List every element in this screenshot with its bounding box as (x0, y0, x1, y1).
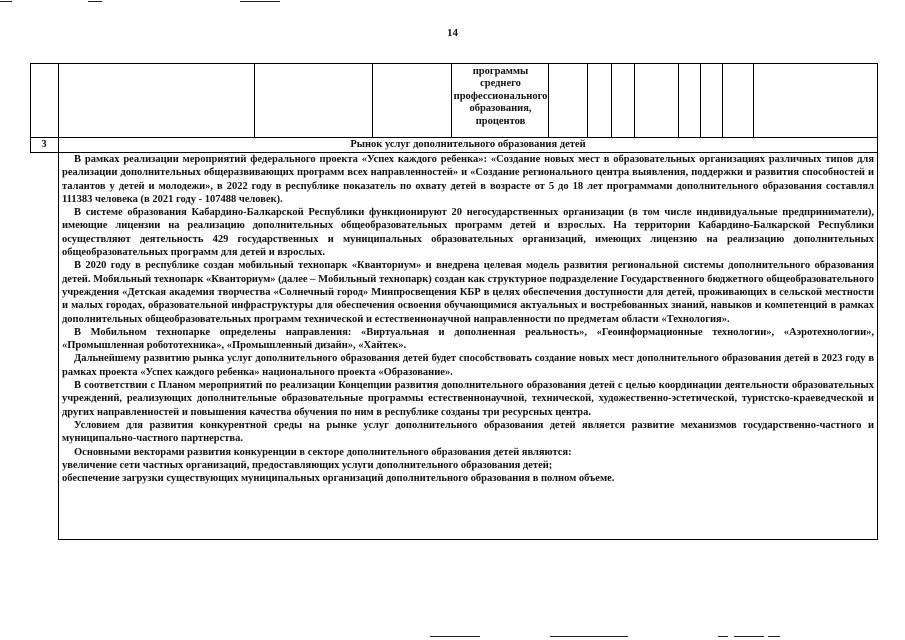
cell-line: программы (472, 66, 529, 77)
scan-mark (0, 1, 12, 2)
scan-mark (550, 636, 628, 637)
section-border (58, 138, 59, 540)
paragraph: Условием для развития конкурентной среды на рынке услуг дополнительного образования детей является развитие механизмов государственно-частного и муниципально-частного партнерства. (62, 419, 874, 445)
cell-line: процентов (475, 115, 526, 127)
scan-mark (734, 636, 764, 637)
scan-mark (718, 636, 728, 637)
section-body (62, 153, 874, 485)
paragraph: Дальнейшему развитию рынка услуг дополнительного образования детей будет способствовать создание новых мест дополнительного образования детей в 2023 году в рамках проекта «Успех каждого ребенка» национального проекта «Образование». (62, 353, 874, 378)
paragraph: В Мобильном технопарке определены направления: «Виртуальная и дополненная реальность», «Геоинформационные технологии», «Аэротехнологии», «Промышленная робототехника», «Промышленный дизайн», «Хайтек». (62, 326, 874, 352)
paragraph: В системе образования Кабардино-Балкарской Республики функционируют 20 негосударственных организации (в том числе индивидуальные предприниматели), имеющие лицензии на реализацию дополнительных общеобразовательных программ детей и взрослых. На территории Кабардино-Балкарской Республики осуществляют деятельность 429 государственных и муниципальных образовательных организаций, имеющих лицензию на реализацию дополнительных общеобразовательных программ для детей и взрослых. (62, 207, 874, 259)
paragraph: В рамках реализации мероприятий федерального проекта «Успех каждого ребенка»: «Создание новых мест в образовательных организациях различных типов для реализации дополнительных общеразвивающих программ всех направленностей» и «Создание регионального центра выявления, поддержки и развития способностей и талантов у детей и молодежи», в 2022 году в республике показатель по охвату детей в возрасте от 5 до 18 лет программами дополнительного образования составлял 111383 человека (в 2021 году - 107488 человек). (62, 154, 874, 205)
scan-mark (430, 636, 480, 637)
scan-mark (768, 636, 780, 637)
paragraph: увеличение сети частных организаций, предоставляющих услуги дополнительного образования детей; (62, 459, 553, 471)
scan-mark (88, 1, 102, 2)
section-title: Рынок услуг дополнительного образования детей (350, 139, 586, 150)
paragraph: В 2020 году в республике создан мобильный технопарк «Кванториум» и внедрена целевая модель развития региональной системы дополнительного образования детей. Мобильный технопарк «Кванториум» (далее – Мобильный технопарк) создан как структурное подразделение Государственного бюджетного общеобразовательного учреждения «Детская академия творчества «Солнечный город» Минпросвещения КБР в целях обеспечения доступности для детей, проживающих в сельской местности и малых городах, образовательной инфраструктуры для обеспечения освоения обучающимися актуальных и востребованных знаний, навыков и компетенций в рамках дополнительных общеобразовательных программ технической и естественнонаучной направленности по предметам области «Технология». (62, 260, 874, 325)
paragraph: В соответствии с Планом мероприятий по реализации Концепции развития дополнительного образования детей с целью координации деятельности образовательных учреждений, реализующих дополнительные образовательные программы естественнонаучной, технической, художественно-эстетической, туристско-краеведческой и других направленностей и повышения качества обучения по ним в республике созданы три ресурсных центра. (62, 380, 874, 418)
section-number: 3 (41, 139, 47, 150)
section-border (877, 138, 878, 540)
scan-mark (240, 1, 280, 2)
table-cell-indicator (453, 66, 548, 128)
section-border (58, 539, 878, 540)
cell-line: среднего (480, 78, 521, 90)
page-number: 14 (447, 27, 458, 39)
cell-line: образования, (469, 103, 532, 115)
cell-line: профессионального (453, 90, 548, 102)
paragraph: обеспечение загрузки существующих муниципальных организаций дополнительного образования в полном объеме. (62, 473, 615, 485)
paragraph: Основными векторами развития конкуренции в секторе дополнительного образования детей являются: (74, 446, 572, 458)
